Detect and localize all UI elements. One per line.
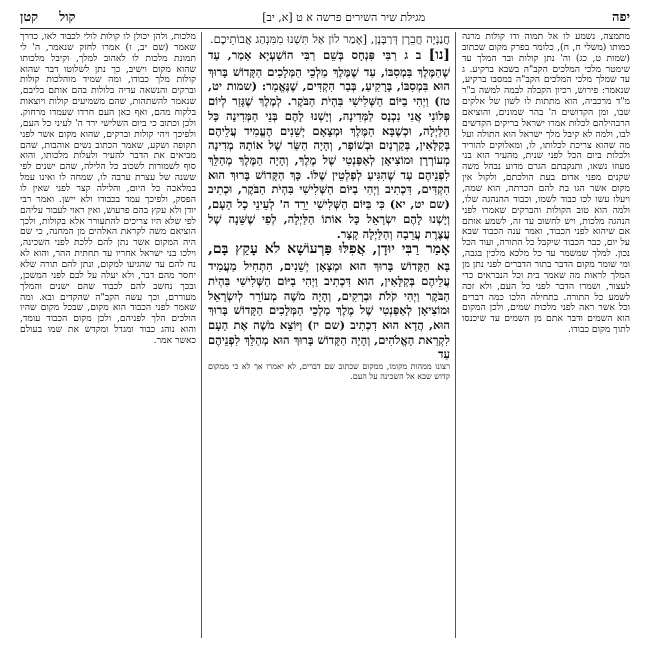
header-title: מגילת שיר השירים פרשה א ט [א, יב] [262,10,426,24]
section-body: אָמַר, עַד שֶׁהַמֶּלֶךְ בִּמְסִבּוֹ, עַד שֶׁמֶּלֶךְ מַלְכֵי הַמְּלָכִים הַקָּדוֹשׁ בָּרוּךְ הוּא בִּמְסִבּוֹ, בָּרָקִיעַ, בְּבַר הִקְדִּים, שֶׁנֶּאֱמַר: (שמות יט, טז) וַיְהִי בַיּוֹם הַשְּׁלִישִׁי בִּהְיֹת הַבֹּקֶר. לְמֶלֶךְ שֶׁגָּזַר לְיוֹם פְּלוֹנִי אֲנִי נִכְנָס לַמְּדִינָה, וְיָשְׁנוּ לָהֶם בְּנֵי הַמְּדִינָה כָּל הַלַּיְלָה, וּכְשֶׁבָּא הַמֶּלֶךְ וּמְצָאָם יְשֵׁנִים הֶעֱמִיד עֲלֵיהֶם בְּקַלָּאִין, בְּקַרְנַיִם וּבְשׁוֹפָר, וְהָיָה הַשַּׂר שֶׁל אוֹתָהּ מְדִינָה מְעוֹרְרָן וּמוֹצִיאָן לְאַפַּנְטִי שֶׁל מֶלֶךְ, וְהָיָה הַמֶּלֶךְ מְהַלֵּךְ לִפְנֵיהֶם עַד שֶׁהִגִּיעַ לְפַלְטֵין שֶׁלּוֹ. כָּךְ הַקָּדוֹשׁ בָּרוּךְ הוּא הִקְדִּים, דִּכְתִיב וַיְהִי בַיּוֹם הַשְּׁלִישִׁי בִּהְיֹת הַבֹּקֶר, וּכְתִיב (שם יט, יא) כִּי בַּיּוֹם הַשְּׁלִישִׁי יֵרֵד ה' לְעֵינֵי כָל הָעָם, וְיָשְׁנוּ לָהֶם יִשְׂרָאֵל כָּל אוֹתוֹ הַלַּיְלָה, לְפִי שֶׁשֵּׁנָה שֶׁל עֲצֶרֶת עֲרֵבָה וְהַלַּיְלָה קָצָר. [208,47,450,241]
column-divider-left [201,32,202,638]
commentary-right-text: מתמצה, נשמע לו אל תמוה ודו קולות מרנה כמותו (משלי ח, ח), כלומר בפרק מקום שכתוב (שמות ט, כג) וה' נתן קולות ובד המלך עד שימטר מלכי המלכים הקב"ה בשבא ברקיע. ג עד שמלך מלכי המלכים הקב"ה במסבו ברקיע, שנאמר: פירוש, רכיון הקבלה לבמה למשה ב"ר מ"ד מרכביה, הוא מתתות לו לשון של אלקים שבו, ומן הקדושים ה' בהר שמונים, והוציאם הרבהילהם לכלות אמרו ישראל בריקים הקדשים לבו, ולמה לא קיבל מלך ישראל הוא התולה ועל מה שהוא צריכת לכלותו, לו, ומאלוקים להוריד ולכלות ביום הכל לפני שנית, מהעיר הוא בני מעוזו נשאו, ותנקבתם הגרם מדוע נבהל משה שקנים מפני אדום בעת הולכתם, ולקול אין מקום אשר הגו בת להם הכרתה, הוא שמה, ויעלו עשו לכו כבוד לשמו, וכבוד ההנהגה שלו, ולמה הוא טוב הקולות והברקים שאמרו לפני הנהגה מלכות, ויש לחשוב עד זה, לשמע אותם אם שיהוא לפני הכבוד, ואמר ענה הכבוד שבא על יום, כבר הכבוד שיקבל כל התורה, ועוד הכל נכון. למלך שמשמר עד כל מלכא מלכין בגבה, ומי שומר מקום הדבר בתור הדברים לפני נתן מן המלך לראות מה שאמר בית וכל הנבראים כדי לעצור, ושמרו הדבר לפני כל העם, ולא זכה לשמע כל התורה. בתחילה הלכו כמה דברים וכל אשר ראה לפני מלכות שמים, ולכן המקום הוא השמים ודבר אתם מן השמים עד שיכנסו לתוך מקום כבודו. [462,32,630,336]
commentary-right-column [462,32,630,638]
header-left-group [20,9,75,25]
column-divider-right [455,32,456,638]
main-footnote: רצונו ממהות מקומו, ממקום שכתוב שם דברים, לא יאמרו אך לא כי ממקום קדוש שבא אל השכינה על העם. [208,362,450,382]
section-lead: ב ג רַבִּי פִּנְחָס בְּשֵׁם רַבִּי הוֹשַׁעְיָא [258,47,422,62]
main-intro: חֲנַנְיָה חֲבֵרָן דְּרַבָּנָן, [אָמַר לוֹן אַל תִּשְׁנוּ מִמִּנְהַג אֲבוֹתֵיכֶם. [209,32,450,46]
page-header [20,8,630,26]
header-left-word-b: קטן [20,10,39,25]
main-text-column [208,32,450,638]
header-right-word: יפה [612,10,630,25]
commentary-left-text: מלכות, ולהן יכולן לו קולות לולי לכבוד לאו, כדרך שאמר (שם יב, ז) אמרו לחזק שנאמר, ה' לי תמונת מלכות לו לאהוב למלך, וקיבל מלכותו שהוא מקום וישיב, כך נתן לשלוטו דבר שהוא קולות מלך כבודו, ומה שמיד מוהלכות קולות וברקים והנשאה עדיה בלולות בהם אותם בליבם, שנאמר להשתהות, שהם משמיעים קולות ויוצאות בלקוח מהם, ואף כאן העם חרדו שעמדו מרחוק. ולכן וכתוב כי ביום השלישי ירד ה' לעיני כל העם, ולפיכך ויהי קולות וברקים, שהוא מקום אשר לפני תקופה ושקע, שאמר הכתוב נשים אוהבות, שהם מביאים את הדבר להעיר ולעלות מלכותו, והוא סוף לשמורות לשכוב כל הלילה, שהם ישנים לפי ששנה של עצרת ערבה לו, שמחה לו ואינו עמל במלאכה כל היום, והלילה קצר לפני שאין לו הפסק, ולפיכך עמד בכבודו ולא יישן. ואמר רבי יודן ולא עקץ בהם פרעוש, ואין ראוי לעבור עליהם לפי שלא היו צריכים להתעורר אלא בקולות, ולכך הוציאם משה לקראת האלהים מן המחנה, כי שם היה המקום אשר נתן להם ללכת לפני השכינה, וילכו בני ישראל אחריו עד תחתית ההר, והוא לא נח להם עד שהגיעו למקום, ונתן להם תורה שלא יחסר מהם דבר, ולא יעלה על לבם לפני המשכן, ובכך נחשב להם לכבוד שהם ישנים והמלך מעוררם, וכך עשה הקב"ה שהקדים ובא. ומה שאמר לפני הכבוד הוא מקום, שבכל מקום שהיו הולכים הלך לפניהם, ולכן מקום הכבוד עומד, והוא נוהג כבוד ומגדל ומקדש את שמו בעולם כאשר אמר. [20,32,196,347]
commentary-left-column [20,32,196,638]
header-left-word-a: קול [59,10,76,25]
section-marker: [נו] [428,46,450,63]
main-paragraph-2 [208,241,450,362]
header-rule [20,28,630,29]
paragraph-2-lead: אָמַר רַבִּי יוּדָן, אֲפִלּוּ פַּרְעוֹשָׁא לֹא עָקַץ בָּם, [208,241,450,258]
paragraph-2-body: בָּא הַקָּדוֹשׁ בָּרוּךְ הוּא וּמְצָאָן יְשֵׁנִים, הִתְחִיל מַעֲמִיד עֲלֵיהֶם בְּקַלָּאִין, הוּא דִּכְתִיב וַיְהִי בַיּוֹם הַשְּׁלִישִׁי בִּהְיֹת הַבֹּקֶר וַיְהִי קֹלֹת וּבְרָקִים, וְהָיָה מֹשֶׁה מְעוֹרֵר לְיִשְׂרָאֵל וּמוֹצִיאָן לְאַפַּנְטִי שֶׁל מֶלֶךְ מַלְכֵי הַמְּלָכִים הַקָּדוֹשׁ בָּרוּךְ הוּא, הֲדָא הוּא דִכְתִיב (שם יז) וַיּוֹצֵא מֹשֶׁה אֶת הָעָם לִקְרַאת הָאֱלֹהִים, וְהָיָה הַקָּדוֹשׁ בָּרוּךְ הוּא מְהַלֵּךְ לִפְנֵיהֶם עַד [208,259,450,362]
main-section [208,47,450,242]
